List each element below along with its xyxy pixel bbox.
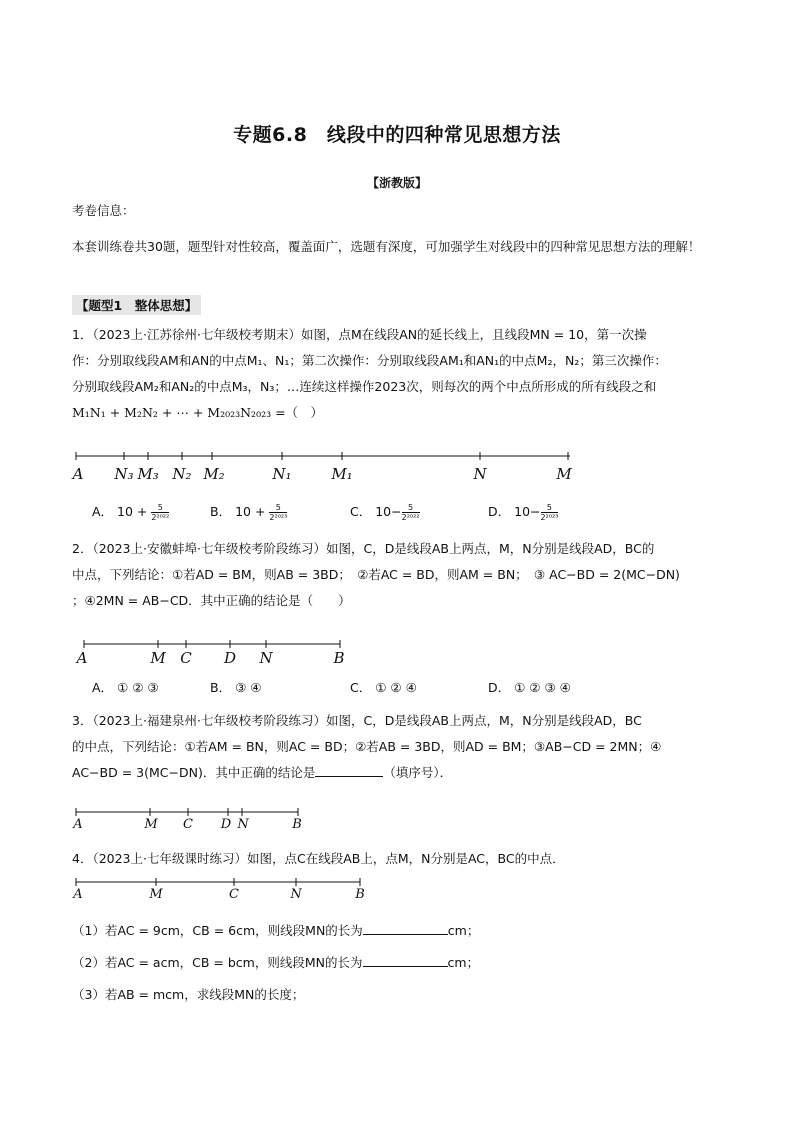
edition-label: 【浙教版】 — [366, 176, 427, 190]
question-2 — [72, 536, 752, 614]
q1-point-label: M₂ — [203, 465, 225, 483]
q1-option-a[interactable]: A． 10 + $\frac{5}{\text{2²⁰²²}}$ — [92, 503, 170, 522]
q3-answer-blank[interactable] — [315, 764, 383, 777]
page-title: 专题6.8 线段中的四种常见思想方法 — [233, 124, 561, 146]
q3-line: AC−BD = 3(MC−DN)．其中正确的结论是 （填序号）． — [72, 765, 453, 780]
q3-point-label: B — [292, 817, 302, 832]
q1-line: 作：分别取线段AM和AN的中点M₁、N₁；第二次操作：分别取线段AM₁和AN₁的中点M₂，N₂；第三次操作： — [72, 353, 667, 368]
question-1 — [72, 322, 752, 426]
question-4 — [72, 846, 752, 872]
q1-line: 1．（2023上·江苏徐州·七年级校考期末）如图，点M在线段AN的延长线上，且线段MN = 10，第一次操 — [72, 327, 647, 342]
q4-sub1: （1）若AC = 9cm，CB = 6cm，则线段MN的长为 cm； — [72, 923, 480, 938]
q2-point-label: A — [76, 649, 88, 667]
q2-option-d[interactable]: D． ① ② ③ ④ — [488, 680, 571, 695]
q1-option-c[interactable]: C． 10− $\frac{5}{\text{2²⁰²²}}$ — [350, 503, 420, 522]
q1-point-label: M₃ — [137, 465, 159, 483]
q3-point-label: N — [237, 817, 249, 832]
type-heading: 【题型1 整体思想】 — [72, 295, 201, 315]
q4-point-label: C — [229, 887, 239, 902]
q1-point-label: N₂ — [172, 465, 192, 483]
q4-point-label: M — [149, 887, 163, 902]
q3-line: 3．（2023上·福建泉州·七年级校考阶段练习）如图，C，D是线段AB上两点，M，N分别是线段AD，BC — [72, 713, 642, 728]
q1-option-d[interactable]: D． 10− $\frac{5}{\text{2²⁰²³}}$ — [488, 503, 559, 522]
q2-point-label: B — [333, 649, 345, 667]
q1-option-b[interactable]: B． 10 + $\frac{5}{\text{2²⁰²³}}$ — [210, 503, 288, 522]
q2-point-label: C — [180, 649, 192, 667]
q2-line: 2．（2023上·安徽蚌埠·七年级校考阶段练习）如图，C，D是线段AB上两点，M，N分别是线段AD，BC的 — [72, 541, 655, 556]
q3-line: 的中点，下列结论：①若AM = BN，则AC = BD；②若AB = 3BD，则AD = BM；③AB−CD = 2MN；④ — [72, 739, 662, 754]
q4-point-label: A — [73, 887, 83, 902]
q4-point-label: B — [355, 887, 365, 902]
q2-line: 中点，下列结论：①若AD = BM，则AB = 3BD； ②若AC = BD，则AM = BN； ③ AC−BD = 2(MC−DN) — [72, 567, 680, 582]
q1-point-label: M₁ — [331, 465, 353, 483]
q3-point-label: D — [220, 817, 232, 832]
q4-sub2: （2）若AC = acm，CB = bcm，则线段MN的长为 cm； — [72, 955, 480, 970]
q3-segment-diagram — [0, 806, 794, 846]
q1-point-label: M — [556, 465, 572, 483]
q2-option-b[interactable]: B． ③ ④ — [210, 680, 262, 695]
q1-point-label: N — [473, 465, 487, 483]
q3-point-label: M — [144, 817, 158, 832]
q1-point-label: A — [72, 465, 84, 483]
q4-point-label: N — [290, 887, 302, 902]
q1-point-label: N₃ — [114, 465, 134, 483]
q4-line: 4．（2023上·七年级课时练习）如图，点C在线段AB上，点M，N分别是AC，BC的中点． — [72, 851, 565, 866]
q2-point-label: M — [150, 649, 166, 667]
q4-sub3: （3）若AB = mcm，求线段MN的长度； — [72, 987, 305, 1002]
info-text: 本套训练卷共30题，题型针对性较高，覆盖面广，选题有深度，可加强学生对线段中的四种常见思想方法的理解！ — [72, 239, 701, 254]
q2-option-a[interactable]: A． ① ② ③ — [92, 680, 159, 695]
q4-subquestions — [72, 918, 752, 1008]
q2-point-label: D — [223, 649, 237, 667]
q2-option-c[interactable]: C． ① ② ④ — [350, 680, 417, 695]
q1-point-label: N₁ — [272, 465, 292, 483]
q2-point-label: N — [259, 649, 273, 667]
q3-point-label: C — [183, 817, 193, 832]
q3-point-label: A — [73, 817, 83, 832]
q4-sub1-blank[interactable] — [363, 922, 448, 935]
q1-line: M₁N₁ + M₂N₂ + ⋯ + M₂₀₂₃N₂₀₂₃ =（ ） — [72, 405, 324, 420]
q1-segment-diagram — [0, 448, 794, 488]
question-3 — [72, 708, 752, 786]
q4-segment-diagram — [0, 876, 794, 916]
q2-line: ；④2MN = AB−CD．其中正确的结论是（ ） — [72, 593, 351, 608]
info-label: 考卷信息： — [72, 203, 135, 218]
q1-line: 分别取线段AM₂和AN₂的中点M₃，N₃；…连续这样操作2023次，则每次的两个中点所形成的所有线段之和 — [72, 379, 657, 394]
q4-sub2-blank[interactable] — [363, 954, 448, 967]
q2-segment-diagram — [0, 636, 794, 676]
